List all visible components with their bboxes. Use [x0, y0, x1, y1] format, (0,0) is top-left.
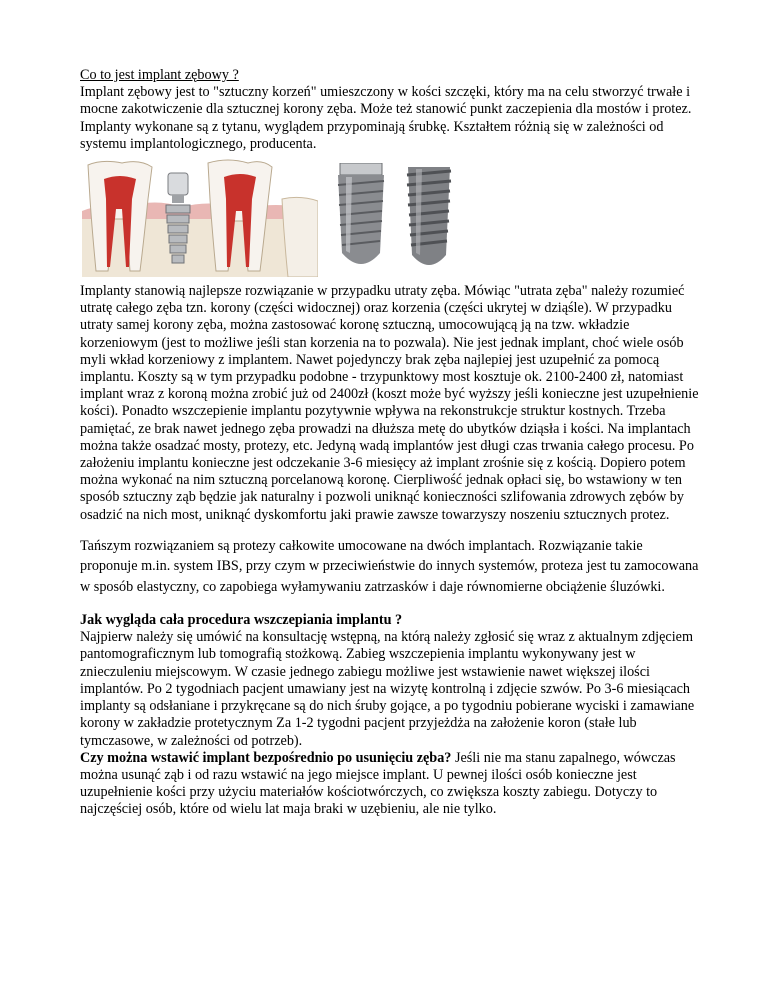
document-page: [80, 67, 702, 819]
body-paragraph-4: Najpierw należy się umówić na konsultację wstępną, na którą należy zgłosić się wraz z aktualnym zdjęciem pantomograficznym lub tomografią stożkową. Zabieg wszczepienia implantu wykonywany jest w znieczuleniu miejscowym. W czasie jednego zabiegu możliwe jest wstawienie nawet większej ilości implantów. Po 2 tygodniach pacjent umawiany jest na wizytę kontrolną i zdjęcie szwów. Po 3-6 miesiącach implanty są odsłaniane i przykręcane są do nich śruby gojące, a po tygodniu pobierane wyciski i zamawiane korony w zakładzie protetycznym Za 1-2 tygodni pacjent przyjeżdża na założenie koron (stałe lub tymczasowe, w zależności od potrzeb).: [80, 629, 695, 749]
heading-immediate: Czy można wstawić implant bezpośrednio po usunięciu zęba?: [80, 749, 452, 766]
tooth-diagram: [82, 159, 318, 277]
implant-screw-2: [402, 163, 456, 275]
body-paragraph-2: Implanty stanowią najlepsze rozwiązanie w przypadku utraty zęba. Mówiąc "utrata zęba" należy rozumieć utratę całego zęba tzn. korony (części widocznej) oraz korzenia (części ukrytej w dziąśle). W przypadku utraty samej korony zęba, można zastosować koronę sztuczną, umocowującą ją na tzw. wkładzie korzeniowym (jest to możliwe jeśli stan korzenia na to pozwala). Nie jest jednak implant, choć wiele osób myli wkład korzeniowy z implantem. Nawet pojedynczy brak zęba najlepiej jest uzupełnić za pomocą implantu. Koszty są w tym przypadku podobne - trzypunktowy most kosztuje ok. 2100-2400 zł, natomiast implant wraz z koroną można zrobić już od 2400zł (koszt może być wyższy jeśli konieczne jest uzupełnienie kości). Ponadto wszczepienie implantu pozytywnie wpływa na rekonstrukcje struktur kostnych. Trzeba pamiętać, ze brak nawet jednego zęba prowadzi na dłuższa metę do ubytków dziąsła i kości. Na implantach można także osadzać mosty, protezy, etc. Jedyną wadą implantów jest długi czas trwania całego procesu. Po założeniu implantu konieczne jest odczekanie 3-6 miesięcy aż implant zrośnie się z kością. Dopiero potem można wykonać na nim sztuczną porcelanową koronę. Cierpliwość jednak opłaci się, bo wstawiony w ten sposób sztuczny ząb będzie jak naturalny i pozwoli uniknąć konieczności szlifowania zdrowych zębów by osadzić na nich most, uniknąć dyskomfortu jaki prawie zawsze towarzyszy noszeniu sztucznych protez.: [80, 283, 699, 523]
section-procedure: [80, 612, 702, 629]
body-paragraph-3: Tańszym rozwiązaniem są protezy całkowite umocowane na dwóch implantach. Rozwiązanie takie proponuje m.in. system IBS, przy czym w przeciwieństwie do innych systemów, proteza jest tu zamocowana w sposób elastyczny, co zapobiega wyłamywaniu zatrzasków i daje równomierne obciążenie śluzówki.: [80, 537, 699, 595]
implant-screw-1: [332, 163, 390, 275]
page-title: Co to jest implant zębowy ?: [80, 67, 239, 83]
heading-procedure: Jak wygląda cała procedura wszczepiania implantu ?: [80, 612, 403, 629]
section-immediate: [80, 750, 702, 819]
implant-illustration: [80, 159, 702, 277]
body-paragraph-5: Jeśli nie ma stanu zapalnego, wówczas można usunąć ząb i od razu wstawić na jego miejsce implant. U pewnej ilości osób konieczne jest uzupełnienie kości przy użyciu materiałów kościotwórczych, co zwiększa koszty zabiegu. Dotyczy to najczęściej osób, które od wielu lat maja braki w uzębieniu, ale nie tylko.: [80, 749, 676, 818]
intro-paragraph: Implant zębowy jest to "sztuczny korzeń" umieszczony w kości szczęki, który ma na celu stworzyć trwałe i mocne zakotwiczenie dla sztucznej korony zęba. Może też stanowić punkt zaczepienia dla mostów i protez. Implanty wykonane są z tytanu, wyglądem przypominają śrubkę. Kształtem różnią się w zależności od systemu implantologicznego, producenta.: [80, 84, 692, 152]
